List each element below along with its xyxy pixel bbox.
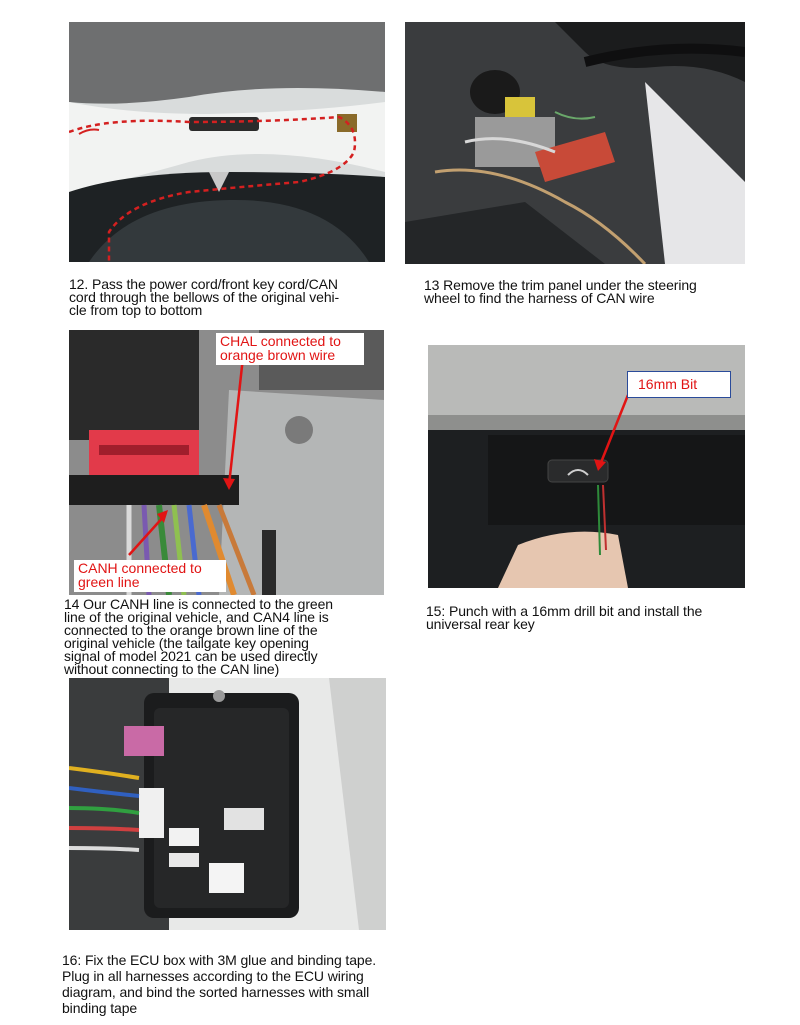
caption-line: cle from top to bottom (69, 302, 203, 318)
caption-line: original vehicle (the tailgate key opening (64, 635, 309, 651)
photo-step-14 (69, 330, 384, 595)
caption-step-14 (64, 598, 394, 676)
caption-line: 15: Punch with a 16mm drill bit and install the (426, 603, 703, 619)
tailgate-cable-route-photo (69, 22, 385, 262)
caption-line: diagram, and bind the sorted harnesses with small (62, 984, 370, 1000)
callout-chal (216, 333, 364, 365)
caption-line: binding tape (62, 1000, 138, 1016)
caption-line: universal rear key (426, 616, 535, 632)
caption-line: 14 Our CANH line is connected to the green (64, 596, 333, 612)
callout-line: CHAL connected to (220, 333, 341, 349)
caption-step-15 (426, 605, 756, 631)
caption-line: Plug in all harnesses according to the ECU wiring (62, 968, 364, 984)
caption-step-16 (62, 952, 442, 1016)
photo-step-13 (405, 22, 745, 264)
steering-column-harness-photo (405, 22, 745, 264)
callout-line: green line (78, 574, 140, 590)
caption-line: without connecting to the CAN line) (64, 661, 280, 677)
caption-line: 16: Fix the ECU box with 3M glue and binding tape. (62, 952, 377, 968)
caption-line: wheel to find the harness of CAN wire (424, 290, 655, 306)
photo-step-12 (69, 22, 385, 262)
photo-step-16 (69, 678, 386, 930)
caption-line: line of the original vehicle, and CAN4 line is (64, 609, 329, 625)
callout-16mm-bit (627, 371, 731, 398)
caption-line: cord through the bellows of the original vehi- (69, 289, 340, 305)
caption-step-12 (69, 278, 399, 317)
caption-line: signal of model 2021 can be used directly (64, 648, 318, 664)
caption-line: connected to the orange brown line of the (64, 622, 318, 638)
ecu-box-photo (69, 678, 386, 930)
caption-line: 13 Remove the trim panel under the steering (424, 277, 697, 293)
callout-line: CANH connected to (78, 560, 202, 576)
callout-label: 16mm Bit (638, 376, 698, 392)
caption-step-13 (424, 279, 754, 305)
caption-line: 12. Pass the power cord/front key cord/CAN (69, 276, 338, 292)
can-connector-photo (69, 330, 384, 595)
callout-line: orange brown wire (220, 347, 336, 363)
callout-canh (74, 560, 226, 592)
